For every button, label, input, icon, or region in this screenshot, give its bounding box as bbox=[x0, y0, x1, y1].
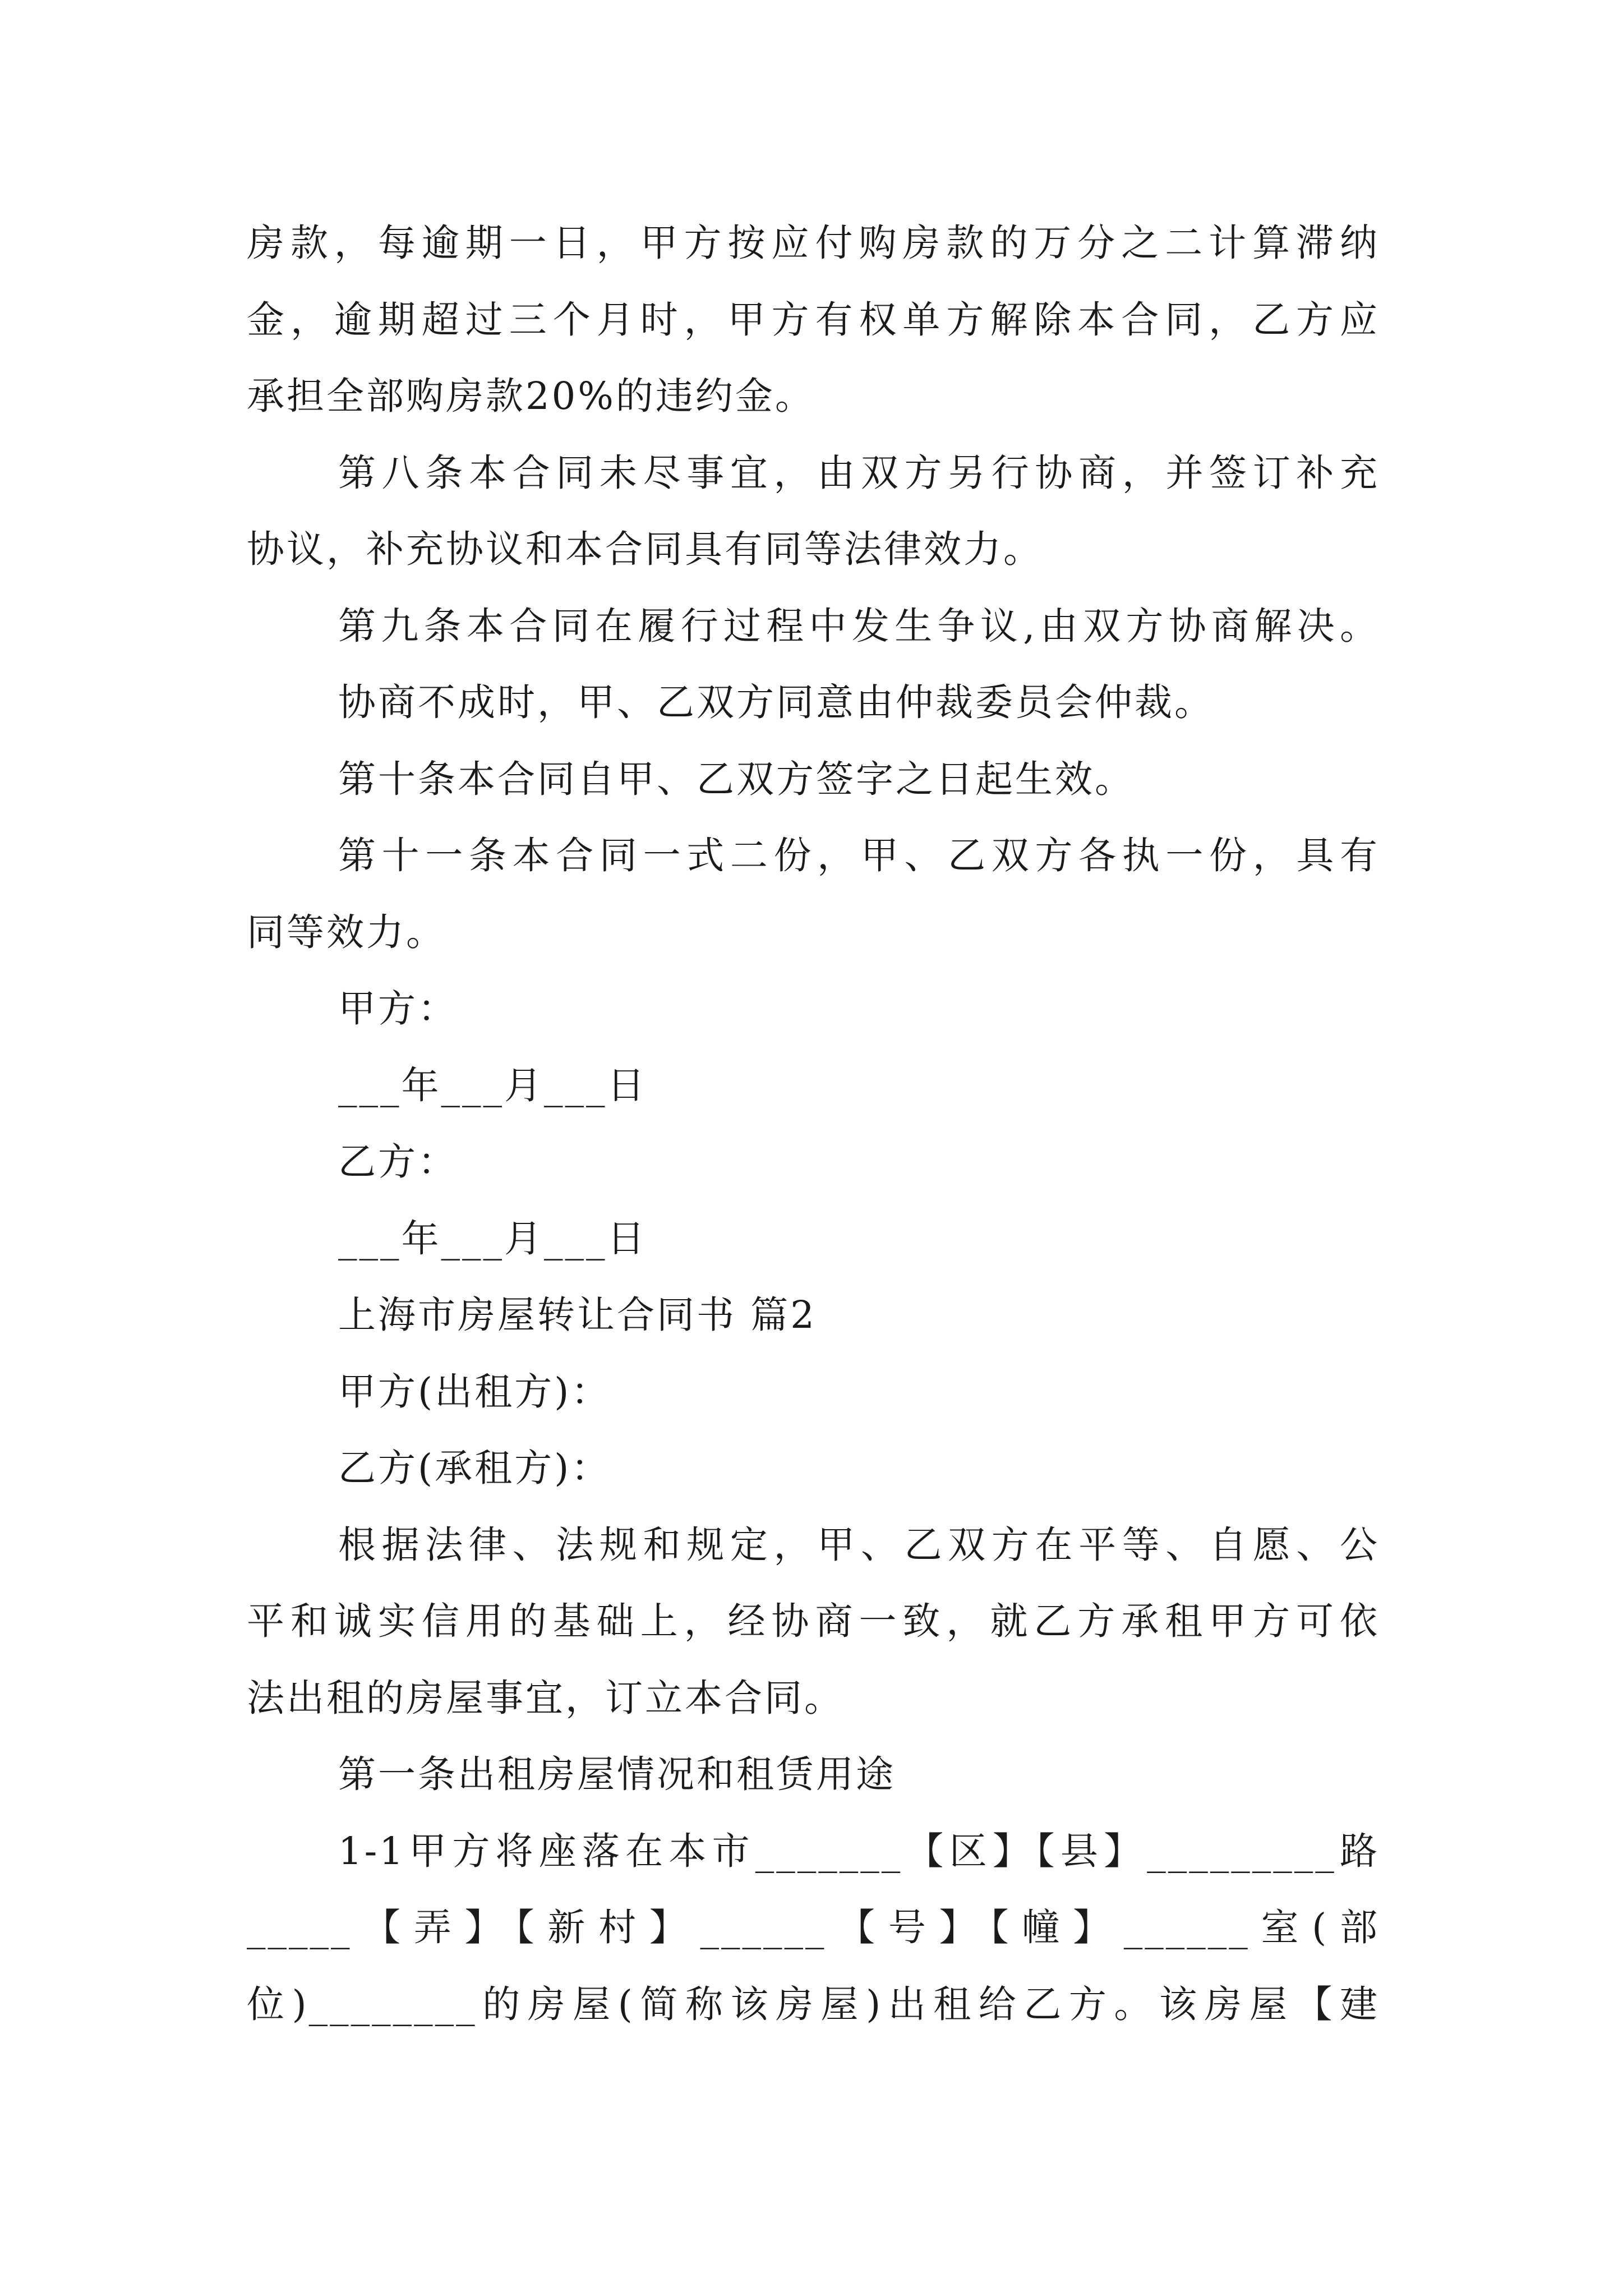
text-line: 甲方(出租方)： bbox=[338, 1369, 611, 1414]
text-line: 第十一条本合同一式二份，甲、乙双方各执一份，具有 bbox=[338, 834, 1380, 877]
text-line: 房款，每逾期一日，甲方按应付购房款的万分之二计算滞纳 bbox=[247, 221, 1380, 265]
text-line: ___年___月___日 bbox=[338, 1063, 647, 1107]
text-line: 同等效力。 bbox=[247, 910, 446, 954]
text-line: 位)________的房屋(简称该房屋)出租给乙方。该房屋【建 bbox=[247, 1982, 1380, 2026]
document-body bbox=[247, 205, 1380, 2042]
text-line: 承担全部购房款20%的违约金。 bbox=[247, 374, 815, 418]
text-line: 乙方： bbox=[338, 1140, 458, 1184]
text-line: ___年___月___日 bbox=[338, 1216, 647, 1260]
text-line: 金，逾期超过三个月时，甲方有权单方解除本合同，乙方应 bbox=[247, 297, 1380, 342]
text-line: 协商不成时，甲、乙双方同意由仲裁委员会仲裁。 bbox=[338, 680, 1214, 724]
text-line: 乙方(承租方)： bbox=[338, 1446, 611, 1490]
text-line: 上海市房屋转让合同书 篇2 bbox=[338, 1293, 817, 1337]
text-line: _____【弄】【新村】______【号】【幢】______室(部 bbox=[247, 1906, 1380, 1949]
text-line: 协议，补充协议和本合同具有同等法律效力。 bbox=[247, 527, 1043, 571]
text-line: 1-1甲方将座落在本市_______【区】【县】_________路 bbox=[338, 1829, 1380, 1873]
text-line: 平和诚实信用的基础上，经协商一致，就乙方承租甲方可依 bbox=[247, 1599, 1380, 1643]
text-line: 法出租的房屋事宜，订立本合同。 bbox=[247, 1676, 844, 1720]
text-line: 甲方： bbox=[338, 987, 458, 1030]
text-line: 第八条本合同未尽事宜，由双方另行协商，并签订补充 bbox=[338, 450, 1380, 495]
text-line: 根据法律、法规和规定，甲、乙双方在平等、自愿、公 bbox=[338, 1522, 1380, 1567]
text-line: 第一条出租房屋情况和租赁用途 bbox=[338, 1752, 896, 1796]
text-line: 第十条本合同自甲、乙双方签字之日起生效。 bbox=[338, 757, 1135, 801]
text-line: 第九条本合同在履行过程中发生争议,由双方协商解决。 bbox=[338, 604, 1380, 648]
